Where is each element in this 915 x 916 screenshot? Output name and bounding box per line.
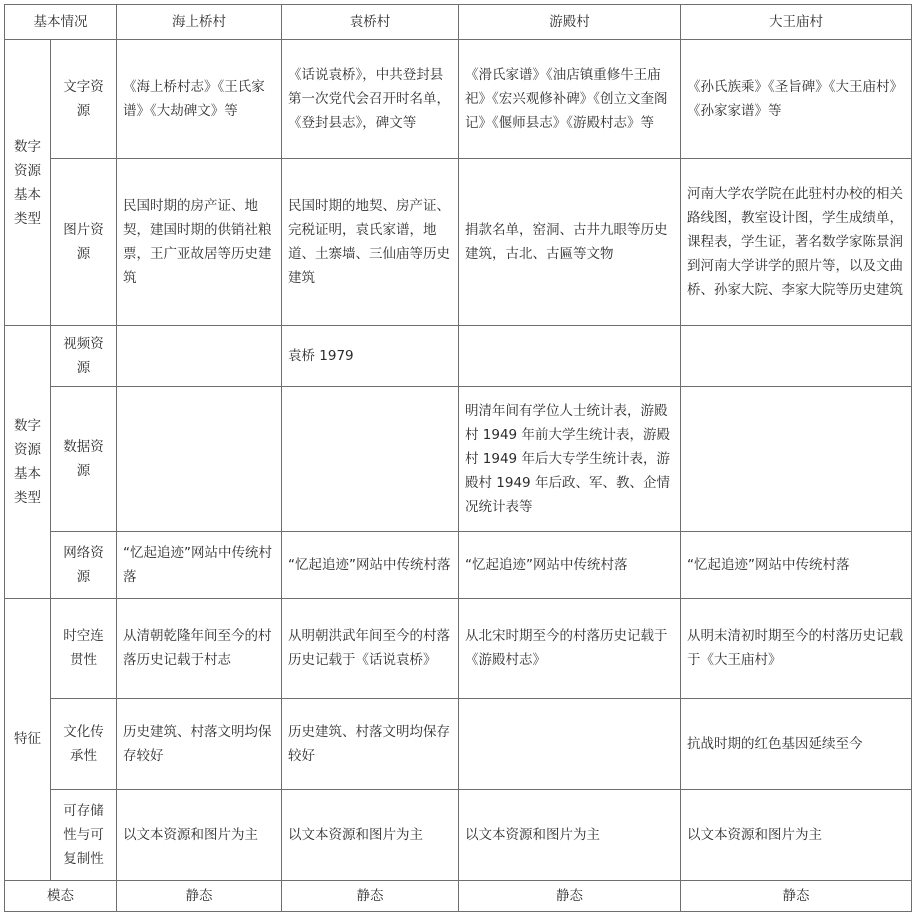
table-cell: [681, 386, 912, 531]
row-label-storability-reproducibility: 可存储性与可复制性: [51, 789, 117, 880]
group-label-features: 特征: [5, 598, 51, 880]
header-basic-info: 基本情况: [5, 5, 117, 40]
table-cell: “忆起追迹”网站中传统村落: [459, 532, 681, 599]
table-cell: [117, 326, 282, 387]
table-cell: 民国时期的地契、房产证、完税证明，袁氏家谱，地道、土寨墙、三仙庙等历史建筑: [282, 158, 459, 326]
table-cell: 《孙氏族乘》《圣旨碑》《大王庙村》《孙家家谱》等: [681, 40, 912, 158]
table-cell: 河南大学农学院在此驻村办校的相关路线图，教室设计图，学生成绩单，课程表，学生证，著名数学家陈景润到河南大学讲学的照片等，以及文曲桥、孙家大院、李家大院等历史建筑: [681, 158, 912, 326]
row-label-cultural-heritage: 文化传承性: [51, 698, 117, 789]
table-cell: “忆起追迹”网站中传统村落: [282, 532, 459, 599]
table-cell: 《滑氏家谱》《油店镇重修牛王庙祀》《宏兴观修补碑》《创立文奎阁记》《偃师县志》《游殿村志》等: [459, 40, 681, 158]
table-row: [5, 386, 912, 531]
table-cell: 静态: [459, 880, 681, 911]
table-row: [5, 532, 912, 599]
table-row: [5, 326, 912, 387]
table-cell: “忆起追迹”网站中传统村落: [117, 532, 282, 599]
table-cell: 历史建筑、村落文明均保存较好: [282, 698, 459, 789]
table-cell: [459, 326, 681, 387]
table-cell: 从清朝乾隆年间至今的村落历史记载于村志: [117, 598, 282, 698]
table-cell: 以文本资源和图片为主: [282, 789, 459, 880]
table-cell: 从明末清初时期至今的村落历史记载于《大王庙村》: [681, 598, 912, 698]
table-cell: 从北宋时期至今的村落历史记载于《游殿村志》: [459, 598, 681, 698]
table-cell: 从明朝洪武年间至今的村落历史记载于《话说袁桥》: [282, 598, 459, 698]
header-village-haishangqiao: 海上桥村: [117, 5, 282, 40]
row-label-image-resources: 图片资源: [51, 158, 117, 326]
row-label-text-resources: 文字资源: [51, 40, 117, 158]
table-cell: 以文本资源和图片为主: [681, 789, 912, 880]
table-cell: 捐款名单，窑洞、古井九眼等历史建筑，古北、古匾等文物: [459, 158, 681, 326]
table-cell: 明清年间有学位人士统计表，游殿村 1949 年前大学生统计表，游殿村 1949 年后大专学生统计表，游殿村 1949 年后政、军、教、企情况统计表等: [459, 386, 681, 531]
modality-row: [5, 880, 912, 911]
table-cell: [459, 698, 681, 789]
table-cell: 民国时期的房产证、地契，建国时期的供销社粮票，王广亚故居等历史建筑: [117, 158, 282, 326]
table-cell: 袁桥 1979: [282, 326, 459, 387]
table-row: [5, 158, 912, 326]
table-cell: 抗战时期的红色基因延续至今: [681, 698, 912, 789]
village-digital-resources-table: [4, 4, 912, 912]
row-label-spatiotemporal-continuity: 时空连贯性: [51, 598, 117, 698]
header-village-yuanqiao: 袁桥村: [282, 5, 459, 40]
table-row: [5, 789, 912, 880]
table-cell: [282, 386, 459, 531]
row-label-modality: 模态: [5, 880, 117, 911]
header-village-dawangmiao: 大王庙村: [681, 5, 912, 40]
table-cell: 《海上桥村志》《王氏家谱》《大劫碑文》等: [117, 40, 282, 158]
table-cell: 以文本资源和图片为主: [459, 789, 681, 880]
table-cell: 《话说袁桥》，中共登封县第一次党代会召开时名单，《登封县志》，碑文等: [282, 40, 459, 158]
table-cell: [117, 386, 282, 531]
row-label-network-resources: 网络资源: [51, 532, 117, 599]
table-cell: “忆起追迹”网站中传统村落: [681, 532, 912, 599]
row-label-data-resources: 数据资源: [51, 386, 117, 531]
table-row: [5, 40, 912, 158]
row-label-video-resources: 视频资源: [51, 326, 117, 387]
table-cell: 历史建筑、村落文明均保存较好: [117, 698, 282, 789]
group-label-resource-types-2: 数字资源基本类型: [5, 326, 51, 599]
table-row: [5, 598, 912, 698]
table-cell: 静态: [282, 880, 459, 911]
header-village-youdian: 游殿村: [459, 5, 681, 40]
table-cell: 以文本资源和图片为主: [117, 789, 282, 880]
header-row: [5, 5, 912, 40]
group-label-resource-types: 数字资源基本类型: [5, 40, 51, 326]
table-cell: [681, 326, 912, 387]
table-cell: 静态: [681, 880, 912, 911]
table-row: [5, 698, 912, 789]
table-cell: 静态: [117, 880, 282, 911]
